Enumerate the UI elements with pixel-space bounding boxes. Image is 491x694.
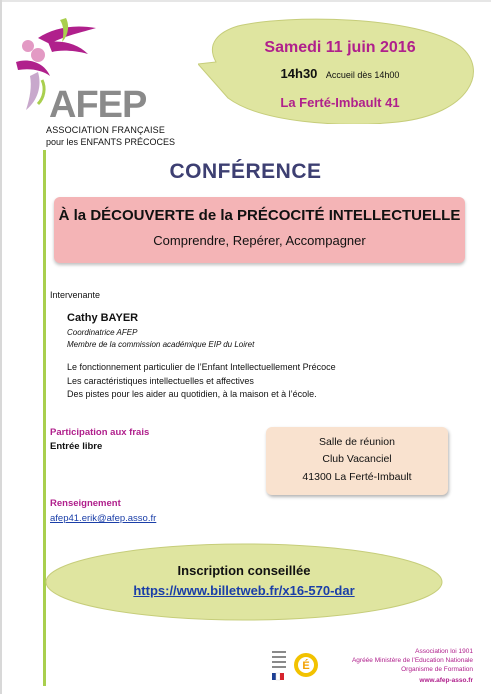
- registration-bubble: [44, 542, 444, 622]
- page-title: CONFÉRENCE: [169, 160, 322, 183]
- venue-room: Salle de réunion: [319, 436, 395, 448]
- event-time: 14h30: [280, 66, 318, 81]
- venue-address: 41300 La Ferté-Imbault: [302, 471, 412, 483]
- footer-website-link[interactable]: www.afep-asso.fr: [419, 677, 473, 684]
- topic-title: À la DÉCOUVERTE de la PRÉCOCITÉ INTELLECTUELLE: [58, 207, 461, 224]
- topic-item: Le fonctionnement particulier de l’Enfant Intellectuellement Précoce: [67, 362, 336, 372]
- speaker-role: Coordinatrice AFEP: [67, 328, 138, 337]
- fees-value: Entrée libre: [50, 441, 103, 452]
- footer-association: Association loi 1901: [415, 648, 473, 655]
- footer-agreement: Agréée Ministère de l’Education Nationale: [351, 657, 473, 664]
- topic-item: Les caractéristiques intellectuelles et affectives: [67, 376, 254, 386]
- event-welcome: Accueil dès 14h00: [325, 70, 400, 80]
- venue-club: Club Vacanciel: [322, 453, 392, 465]
- logo-wordmark: AFEP: [49, 84, 147, 126]
- svg-text:É: É: [302, 660, 310, 672]
- registration-title: Inscription conseillée: [177, 563, 311, 578]
- speaker-label: Intervenante: [50, 290, 101, 300]
- event-time-row: [250, 65, 430, 83]
- page-top-border: [0, 0, 491, 2]
- ministry-approval-logo-icon: [270, 645, 324, 685]
- event-date: Samedi 11 juin 2016: [264, 39, 416, 56]
- fees-label: Participation aux frais: [50, 427, 150, 438]
- logo-subtitle-line2: pour les ENFANTS PRÉCOCES: [46, 137, 176, 147]
- page-left-border: [0, 0, 2, 694]
- speaker-membership: Membre de la commission académique EIP du Loiret: [67, 340, 255, 349]
- speaker-name: Cathy BAYER: [67, 312, 139, 324]
- logo-subtitle-line1: ASSOCIATION FRANÇAISE: [46, 125, 166, 135]
- registration-link[interactable]: https://www.billetweb.fr/x16-570-dar: [133, 583, 355, 598]
- topic-subtitle: Comprendre, Repérer, Accompagner: [153, 233, 366, 248]
- event-place: La Ferté-Imbault 41: [280, 95, 400, 110]
- topic-item: Des pistes pour les aider au quotidien, à la maison et à l’école.: [67, 389, 317, 399]
- footer-training: Organisme de Formation: [401, 666, 473, 673]
- contact-email-link[interactable]: afep41.erik@afep.asso.fr: [50, 513, 157, 524]
- contact-label: Renseignement: [50, 498, 121, 509]
